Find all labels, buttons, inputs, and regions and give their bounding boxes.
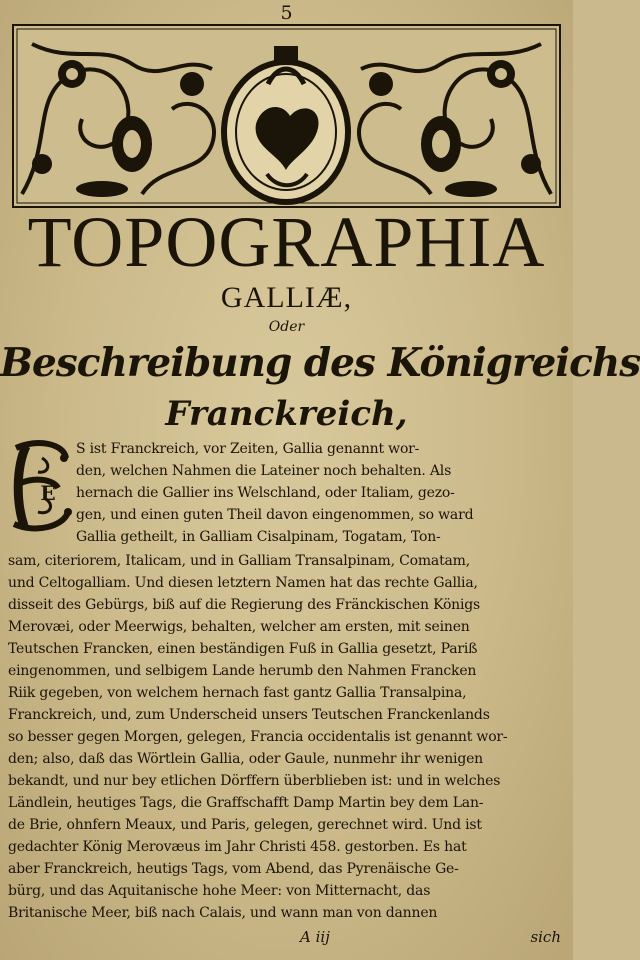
text-line: sam, citeriorem, Italicam, und in Galliam Transalpinam, Comatam, [8,553,470,569]
text-line: Merovæi, oder Meerwigs, behalten, welcher am ersten, mit seinen [8,619,470,635]
text-line: aber Franckreich, heutigs Tags, vom Abend, das Pyrenäische Ge- [8,861,459,877]
text-line: hernach die Gallier ins Welschland, oder Italiam, gezo- [76,485,455,501]
initial-letter: E [40,481,56,505]
text-line: S ist Franckreich, vor Zeiten, Gallia genannt wor- [76,441,420,457]
page-number: 5 [280,2,293,24]
text-line: de Brie, ohnfern Meaux, und Paris, gelegen, gerechnet wird. Und ist [8,817,482,833]
text-line: den, welchen Nahmen die Lateiner noch behalten. Als [76,463,452,479]
text-line: gen, und einen guten Theil davon eingenommen, so ward [76,507,474,523]
text-line: den; also, daß das Wörtlein Gallia, oder Gaule, nunmehr ihr wenigen [8,751,483,767]
text-line: so besser gegen Morgen, gelegen, Francia occidentalis ist genannt wor- [8,729,508,745]
text-line: bürg, und das Aquitanische hohe Meer: von Mitternacht, das [8,883,431,899]
text-line: Riik gegeben, von welchem hernach fast gantz Gallia Transalpina, [8,685,467,701]
page-title: TOPOGRAPHIA [27,202,546,282]
text-line: Franckreich, und, zum Underscheid unsers Teutschen Franckenlands [8,707,490,723]
blackletter-heading-2: Franckreich, [165,394,408,434]
page-subtitle: GALLIÆ, [220,281,353,314]
text-line: bekandt, und nur bey etlichen Dörffern überblieben ist: und in welches [8,773,501,789]
text-line: disseit des Gebürgs, biß auf die Regierung des Fränckischen Königs [8,597,481,613]
blackletter-heading-1: Beschreibung des Königreichs [0,340,640,386]
text-line: Gallia getheilt, in Galliam Cisalpinam, Togatam, Ton- [76,529,441,545]
conjunction-text: Oder [268,319,305,335]
text-line: eingenommen, und selbigem Lande herumb den Nahmen Francken [8,663,477,679]
text-line: Teutschen Francken, einen beständigen Fuß in Gallia gesetzt, Pariß [8,641,478,657]
page-footer [0,928,573,954]
text-line: gedachter König Merovæus im Jahr Christi 458. gestorben. Es hat [8,839,467,855]
text-line: Ländlein, heutiges Tags, die Graffschafft Damp Martin bey dem Lan- [8,795,484,811]
signature-mark: A iij [300,928,330,946]
text-line: Britanische Meer, biß nach Calais, und wann man von dannen [8,905,438,921]
text-line: und Celtogalliam. Und diesen letztern Namen hat das rechte Gallia, [8,575,478,591]
catchword: sich [530,928,561,946]
